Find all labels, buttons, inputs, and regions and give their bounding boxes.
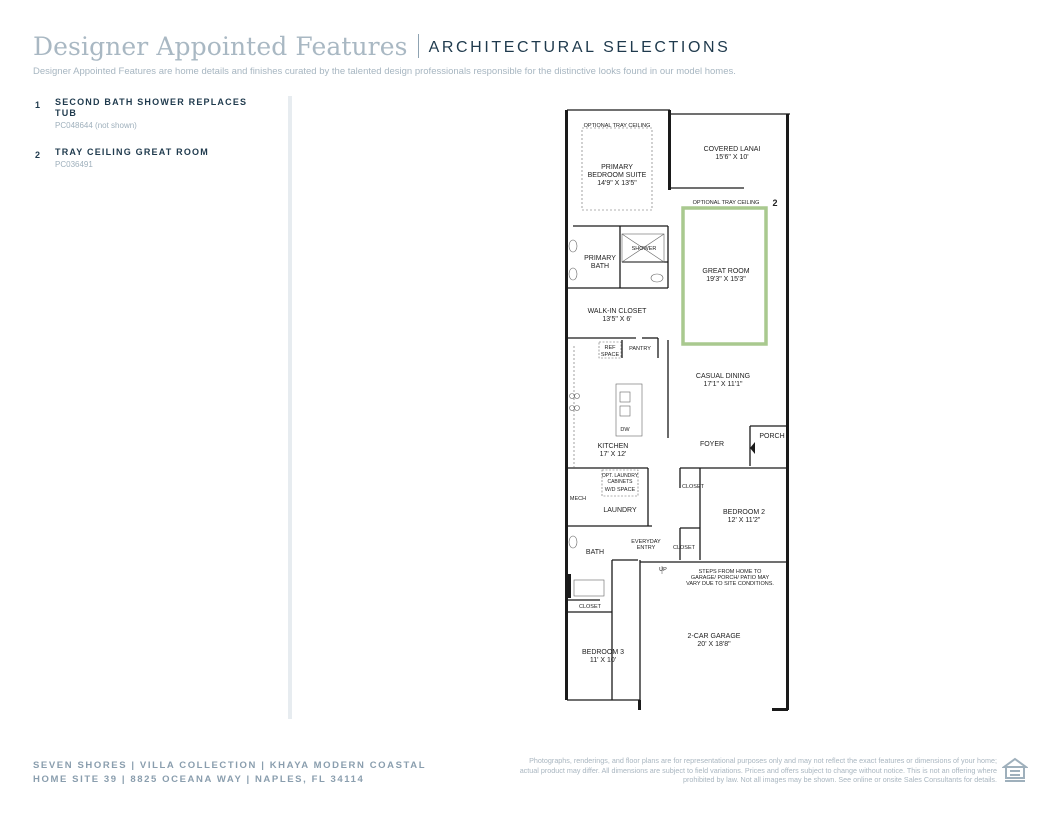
garage-dims: 20' X 18'8" [697,641,731,648]
equal-housing-logo [1002,757,1028,783]
ref-space-label: REF [604,345,616,351]
feature-title: SECOND BATH SHOWER REPLACES TUB [55,97,248,118]
community-line: SEVEN SHORES | VILLA COLLECTION | KHAYA MODERN COASTAL [33,760,427,771]
porch-label: PORCH [759,433,785,440]
lanai-label: COVERED LANAI [703,146,761,153]
foyer-label: FOYER [699,441,725,448]
feature-code: PC048644 (not shown) [55,121,137,130]
closet-label: CLOSET [672,545,696,551]
feature-number: 2 [35,150,41,160]
great-room-label: GREAT ROOM [702,268,750,275]
pantry-label: PANTRY [629,346,651,352]
bath-label: BATH [585,549,605,556]
dishwasher-label: DW [620,427,630,433]
laundry-label: LAUNDRY [603,507,637,514]
title-divider [418,34,419,58]
feature-number: 1 [35,100,41,110]
casual-dining-label: CASUAL DINING [695,373,751,380]
steps-note: STEPS FROM HOME TO [698,569,762,575]
everyday-entry-label: EVERYDAY [631,539,661,545]
bedroom-2-label: BEDROOM 2 [722,509,766,516]
intro-text: Designer Appointed Features are home details and finishes curated by the talented design professionals responsible for the distinctive looks found in our model homes. [33,66,736,77]
page-header [33,32,730,61]
feature-title: TRAY CEILING GREAT ROOM [55,147,209,157]
walk-in-closet-label: WALK-IN CLOSET [587,308,647,315]
primary-bedroom-label: PRIMARY [601,164,633,171]
ref-space-label: SPACE [600,352,620,358]
opt-cabinets-label: OPT. LAUNDRY [601,473,639,479]
closet-label: CLOSET [578,604,602,610]
everyday-entry-label: ENTRY [636,545,656,551]
tray-ceiling-label-2: OPTIONAL TRAY CEILING [692,200,760,206]
bedroom-2-dims: 12' X 11'2" [727,517,761,524]
steps-note: VARY DUE TO SITE CONDITIONS. [686,581,774,587]
community-info [33,759,426,787]
up-label: UP [659,567,667,573]
garage-label: 2-CAR GARAGE [687,633,741,640]
shower-label: SHOWER [631,246,657,252]
primary-bedroom-label: BEDROOM SUITE [587,172,647,179]
great-room-dims: 19'3" X 15'3" [706,276,746,283]
disclaimer: Photographs, renderings, and floor plans are for representational purposes only and may not reflect the exact features or dimensions of your home; actual product may differ. All dimensions are subject to field variations. Prices and offers subject to change without notice. This is not an offering where prohibited by law. Not all images may be shown. See online or onsite Sales Consultants for details. [519,756,997,784]
mech-label: MECH [569,496,587,502]
page-subtitle: ARCHITECTURAL SELECTIONS [428,39,731,56]
walk-in-closet-dims: 13'5" X 6' [602,316,632,323]
opt-cabinets-label: CABINETS [607,479,633,485]
feature-list [35,97,265,186]
homesite-line: HOME SITE 39 | 8825 OCEANA WAY | NAPLES, FL 34114 [33,774,365,785]
feature-item [35,97,265,130]
kitchen-dims: 17' X 12' [599,451,627,458]
bedroom-3-label: BEDROOM 3 [581,649,625,656]
feature-code: PC036491 [55,160,93,169]
column-divider [288,96,292,719]
steps-note: GARAGE/ PORCH/ PATIO MAY [690,575,770,581]
floor-plan [560,96,800,720]
kitchen-label: KITCHEN [597,443,629,450]
closet-label: CLOSET [681,484,705,490]
primary-bath-label: BATH [590,263,610,270]
feature-item [35,147,265,169]
primary-bath-label: PRIMARY [584,255,616,262]
bedroom-3-dims: 11' X 10' [589,657,617,664]
plan-labels [570,123,785,664]
primary-bedroom-dims: 14'9" X 13'5" [597,180,637,187]
feature-marker: 2 [772,198,778,208]
tray-ceiling-label-1: OPTIONAL TRAY CEILING [583,123,651,129]
page-title: Designer Appointed Features [33,32,408,61]
lanai-dims: 15'6" X 10' [715,154,749,161]
wd-space-label: W/D SPACE [604,487,636,493]
casual-dining-dims: 17'1" X 11'1" [703,381,743,388]
